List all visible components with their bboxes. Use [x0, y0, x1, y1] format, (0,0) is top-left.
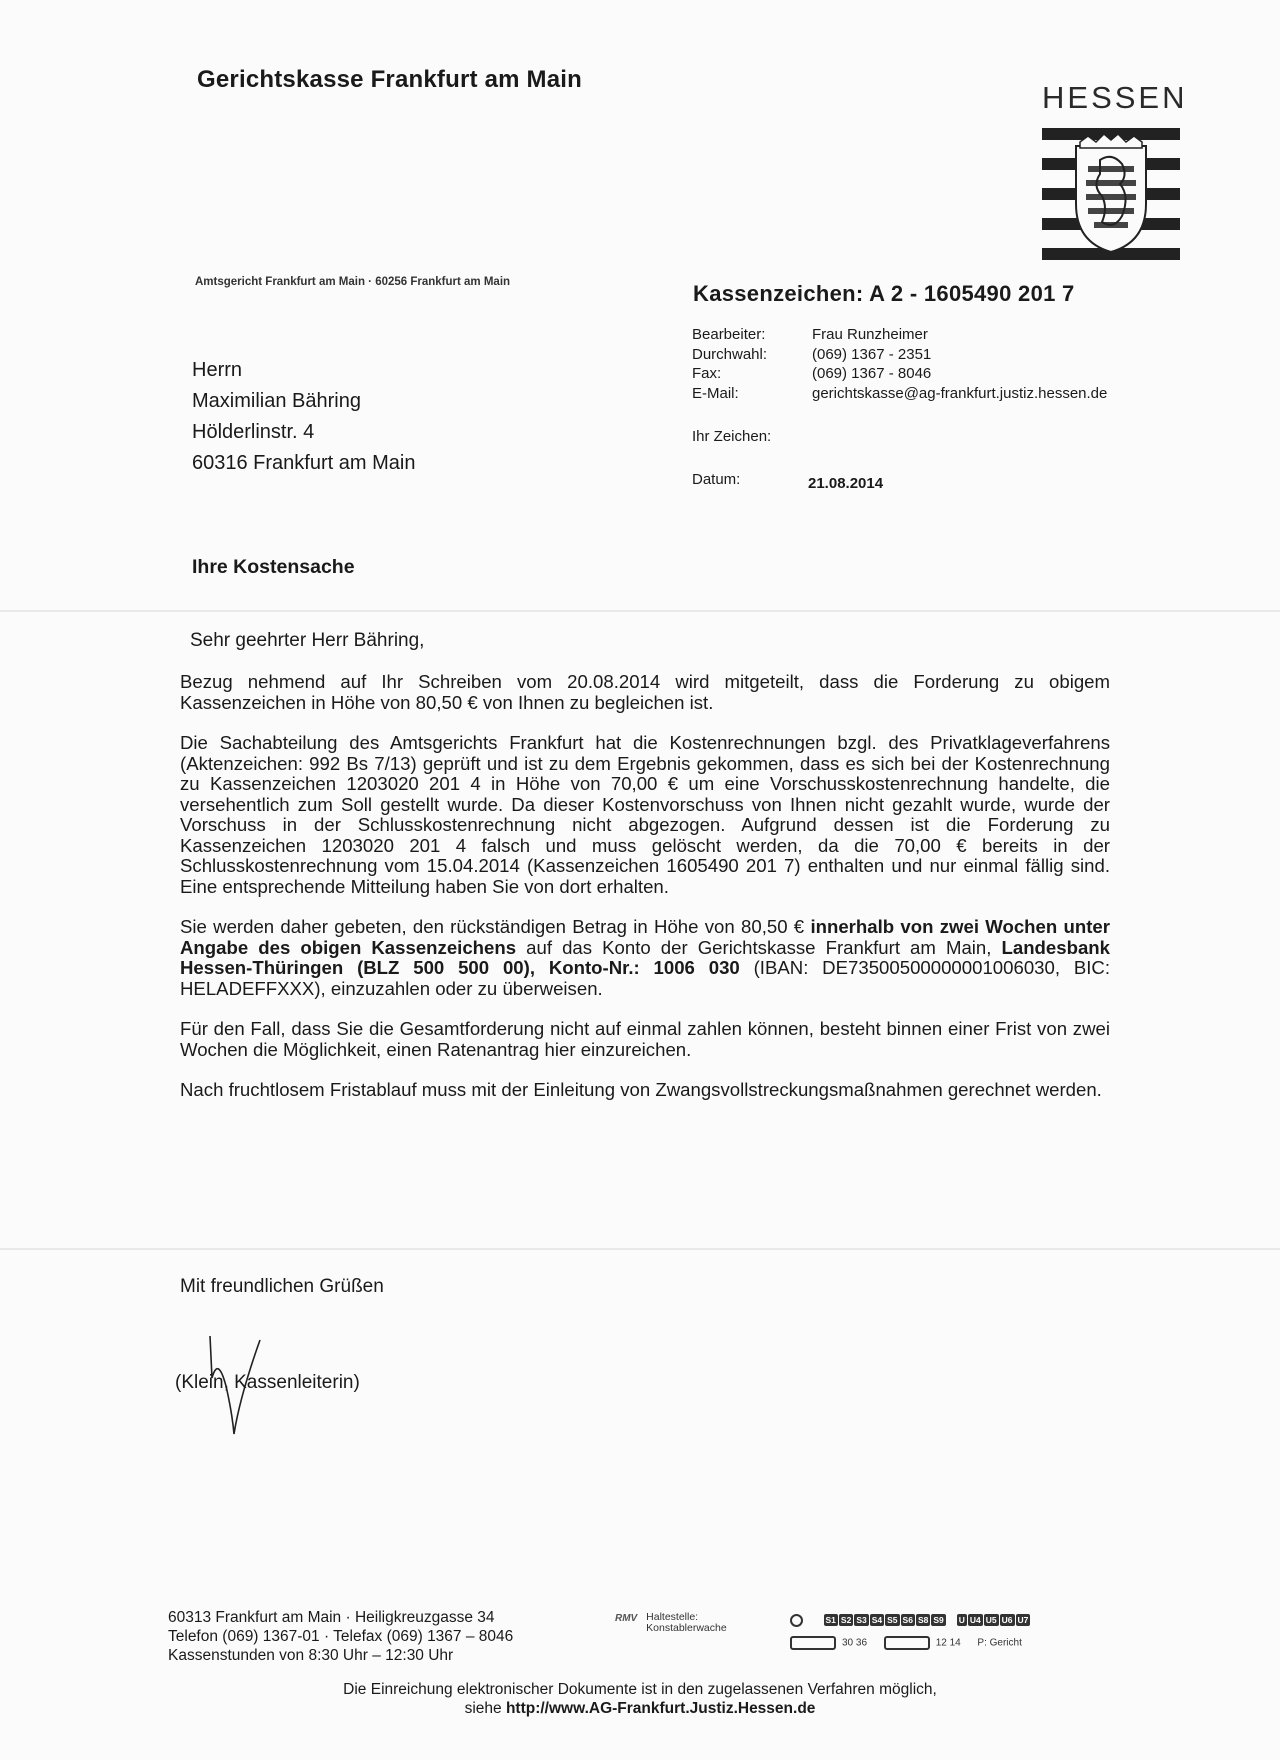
line-badge: U5 — [985, 1615, 997, 1625]
tram-icon — [884, 1636, 930, 1650]
transit-lines — [790, 1614, 1031, 1627]
footer-address-block — [168, 1608, 513, 1665]
paper-fold-line — [0, 610, 1280, 612]
signer-name: (Klein, Kassenleiterin) — [175, 1372, 360, 1393]
rmv-logo: RMV — [615, 1613, 638, 1624]
court-name: Gerichtskasse Frankfurt am Main — [197, 66, 583, 93]
closing-phrase: Mit freundlichen Grüßen — [180, 1276, 384, 1297]
letter-subject: Ihre Kostensache — [192, 556, 355, 578]
paragraph: Bezug nehmend auf Ihr Schreiben vom 20.08.2014 wird mitgeteilt, dass die Forderung zu obigem Kassenzeichen in Höhe von 80,50 € von Ihnen zu begleichen ist. — [180, 671, 1110, 713]
contact-row — [692, 364, 1107, 384]
line-badge: S8 — [917, 1615, 929, 1625]
contact-label: Fax: — [692, 365, 722, 382]
stop-name: Konstablerwache — [646, 1622, 727, 1634]
footer-phone: Telefon (069) 1367-01 · Telefax (069) 1367 – 8046 — [168, 1628, 514, 1645]
line-badge: S2 — [840, 1615, 852, 1625]
reference-label: Kassenzeichen: — [693, 281, 864, 306]
line-badge: U4 — [969, 1615, 981, 1625]
hessen-coat-of-arms-logo — [1042, 124, 1180, 264]
contact-row — [692, 325, 1107, 345]
line-badge: U7 — [1017, 1615, 1029, 1625]
recipient-name: Maximilian Bähring — [192, 390, 361, 412]
parking-info: P: Gericht — [977, 1637, 1022, 1649]
deadline-emphasis: innerhalb von zwei Wochen unter Angabe des obigen Kassenzeichens — [180, 916, 1110, 958]
line-badge: S1 — [825, 1615, 836, 1625]
your-reference-label: Ihr Zeichen: — [692, 428, 772, 445]
state-name: HESSEN — [1042, 80, 1188, 115]
footer-note-line — [300, 1699, 980, 1718]
date-value: 21.08.2014 — [808, 475, 884, 492]
recipient-address — [192, 355, 415, 479]
line-badge: U — [958, 1615, 965, 1625]
contact-row — [692, 345, 1107, 365]
paper-fold-line — [0, 1248, 1280, 1250]
stop-label — [646, 1612, 727, 1634]
footer-address: 60313 Frankfurt am Main · Heiligkreuzgasse 34 — [168, 1609, 495, 1626]
paragraph: Die Sachabteilung des Amtsgerichts Frankfurt hat die Kostenrechnungen bzgl. des Privatklageverfahrens (Aktenzeichen: 992 Bs 7/13) geprüft und ist zu dem Ergebnis gekommen, dass es sich bei der Kostenrechnung zu Kassenzeichen 1203020 201 4 in Höhe von 70,00 € um eine Vorschusskostenrechnung handelte, die versehentlich zum Soll gestellt wurde. Da dieser Kostenvorschuss von Ihnen nicht gezahlt wurde, wurde der Vorschuss in der Schlusskostenrechnung nicht abgezogen. Aufgrund dessen ist die Forderung zu Kassenzeichen 1203020 201 4 falsch und muss gelöscht werden, da die 70,00 € bereits in der Schlusskostenrechnung vom 15.04.2014 (Kassenzeichen 1605490 201 7) enthalten und nur einmal fällig sind. Eine entsprechende Mitteilung haben Sie von dort erhalten. — [180, 732, 1110, 897]
reference-value: A 2 - 1605490 201 7 — [869, 281, 1075, 306]
footer-note-prefix: siehe — [464, 1700, 506, 1717]
recipient-city: 60316 Frankfurt am Main — [192, 452, 416, 474]
s-bahn-icon — [790, 1614, 803, 1627]
line-badge: S4 — [871, 1615, 883, 1625]
contact-label: E-Mail: — [692, 384, 739, 402]
contact-block — [692, 325, 1107, 403]
paragraph: Für den Fall, dass Sie die Gesamtforderung nicht auf einmal zahlen können, besteht binnen einer Frist von zwei Wochen die Möglichkeit, einen Ratenantrag hier einzureichen. — [180, 1018, 1110, 1060]
text-span: Sie werden daher gebeten, den rückständigen Betrag in Höhe von 80,50 € — [180, 916, 811, 937]
contact-value: (069) 1367 - 8046 — [812, 365, 932, 382]
recipient-street: Hölderlinstr. 4 — [192, 421, 315, 443]
tram-numbers: 12 14 — [935, 1637, 961, 1649]
footer-hours: Kassenstunden von 8:30 Uhr – 12:30 Uhr — [168, 1647, 454, 1664]
contact-row — [692, 384, 1107, 404]
transit-info — [615, 1612, 727, 1634]
bus-icon — [790, 1636, 836, 1650]
bank-details-emphasis: Landesbank Hessen-Thüringen (BLZ 500 500 00), Konto-Nr.: 1006 030 — [180, 936, 1110, 978]
letter-body — [180, 672, 1110, 1121]
paragraph: Nach fruchtlosem Fristablauf muss mit der Einleitung von Zwangsvollstreckungsmaßnahmen gerechnet werden. — [180, 1079, 1102, 1100]
footer-note-line: Die Einreichung elektronischer Dokumente ist in den zugelassenen Verfahren möglich, — [343, 1681, 937, 1698]
contact-label: Bearbeiter: — [692, 326, 766, 343]
line-badge: S9 — [933, 1615, 944, 1625]
payment-paragraph — [180, 917, 1110, 999]
line-badge: S6 — [902, 1615, 913, 1625]
line-badge: S3 — [856, 1615, 867, 1625]
bus-tram-row — [790, 1636, 1022, 1650]
text-span: (IBAN: DE73500500000001006030, BIC: HELADEFFXXX), einzuzahlen oder zu überweisen. — [180, 957, 1110, 999]
line-badge: S5 — [887, 1615, 898, 1625]
contact-label: Durchwahl: — [692, 345, 768, 363]
reference-number — [693, 281, 1075, 307]
letter-salutation: Sehr geehrter Herr Bähring, — [190, 630, 425, 651]
date-label: Datum: — [692, 471, 741, 488]
line-badge: U6 — [1001, 1615, 1013, 1625]
text-span: auf das Konto der Gerichtskasse Frankfurt am Main, — [516, 936, 1002, 958]
contact-email: gerichtskasse@ag-frankfurt.justiz.hessen.de — [812, 384, 1108, 402]
sender-return-address: Amtsgericht Frankfurt am Main · 60256 Frankfurt am Main — [195, 276, 511, 288]
bus-numbers: 30 36 — [842, 1637, 868, 1649]
court-website-link[interactable]: http://www.AG-Frankfurt.Justiz.Hessen.de — [505, 1700, 816, 1717]
contact-value: (069) 1367 - 2351 — [812, 345, 932, 363]
contact-value: Frau Runzheimer — [812, 326, 928, 343]
recipient-salutation: Herrn — [192, 359, 243, 381]
footer-note — [300, 1680, 980, 1718]
stop-label-text: Haltestelle: — [646, 1611, 699, 1623]
